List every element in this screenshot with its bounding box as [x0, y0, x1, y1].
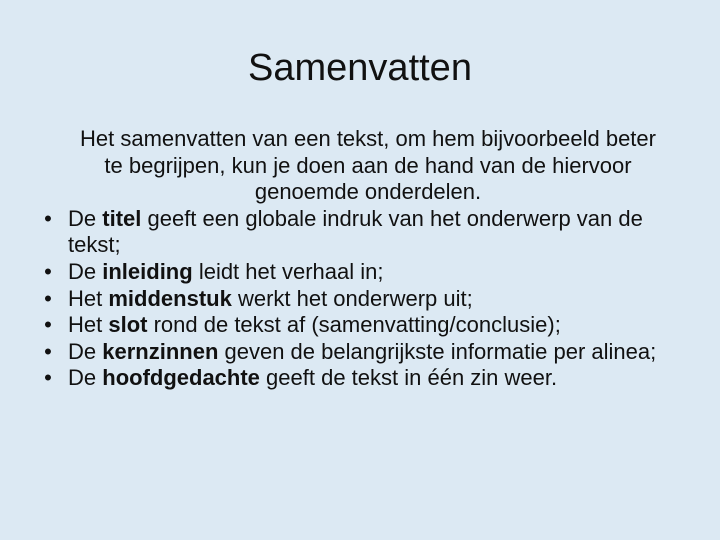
slide-title: Samenvatten	[248, 47, 472, 89]
bullet-item-titel	[44, 205, 668, 259]
bullet-icon: •	[44, 285, 52, 311]
bullet-icon: •	[44, 205, 52, 231]
slide-body	[44, 126, 668, 392]
bullet-text-after: geeft de tekst in één zin weer.	[259, 365, 558, 391]
bullet-icon: •	[44, 258, 52, 284]
bullet-text-before: De	[68, 205, 103, 231]
bullet-icon: •	[44, 365, 52, 391]
bullet-item-kernzinnen	[44, 338, 668, 366]
bullet-text-after: leidt het verhaal in;	[192, 258, 384, 284]
bullet-item-slot	[44, 312, 668, 339]
bullet-text-before: Het	[68, 285, 109, 311]
bullet-keyword: slot	[108, 312, 148, 338]
bullet-item-middenstuk	[44, 285, 668, 313]
bullet-icon: •	[44, 312, 52, 338]
bullet-text-before: De	[68, 338, 103, 364]
bullet-keyword: kernzinnen	[102, 338, 219, 364]
bullet-icon: •	[44, 338, 52, 364]
bullet-keyword: titel	[102, 205, 142, 231]
bullet-text-after: werkt het onderwerp uit;	[231, 285, 473, 311]
bullet-keyword: inleiding	[102, 258, 193, 284]
bullet-item-inleiding	[44, 258, 668, 286]
bullet-text-before: Het	[68, 312, 109, 338]
bullet-item-hoofdgedachte	[44, 365, 668, 392]
bullet-keyword: hoofdgedachte	[102, 365, 260, 391]
intro-paragraph: Het samenvatten van een tekst, om hem bijvoorbeeld beter te begrijpen, kun je doen aan de hand van de hiervoor genoemde onderdelen.	[80, 126, 656, 205]
bullet-text-after: geven de belangrijkste informatie per alinea;	[218, 338, 657, 364]
bullet-list	[44, 205, 668, 392]
bullet-text-after: geeft een globale indruk van het onderwerp van de tekst;	[68, 205, 643, 258]
bullet-text-before: De	[68, 365, 103, 391]
bullet-text-after: rond de tekst af (samenvatting/conclusie);	[147, 312, 561, 338]
bullet-text-before: De	[68, 258, 103, 284]
bullet-keyword: middenstuk	[108, 285, 232, 311]
